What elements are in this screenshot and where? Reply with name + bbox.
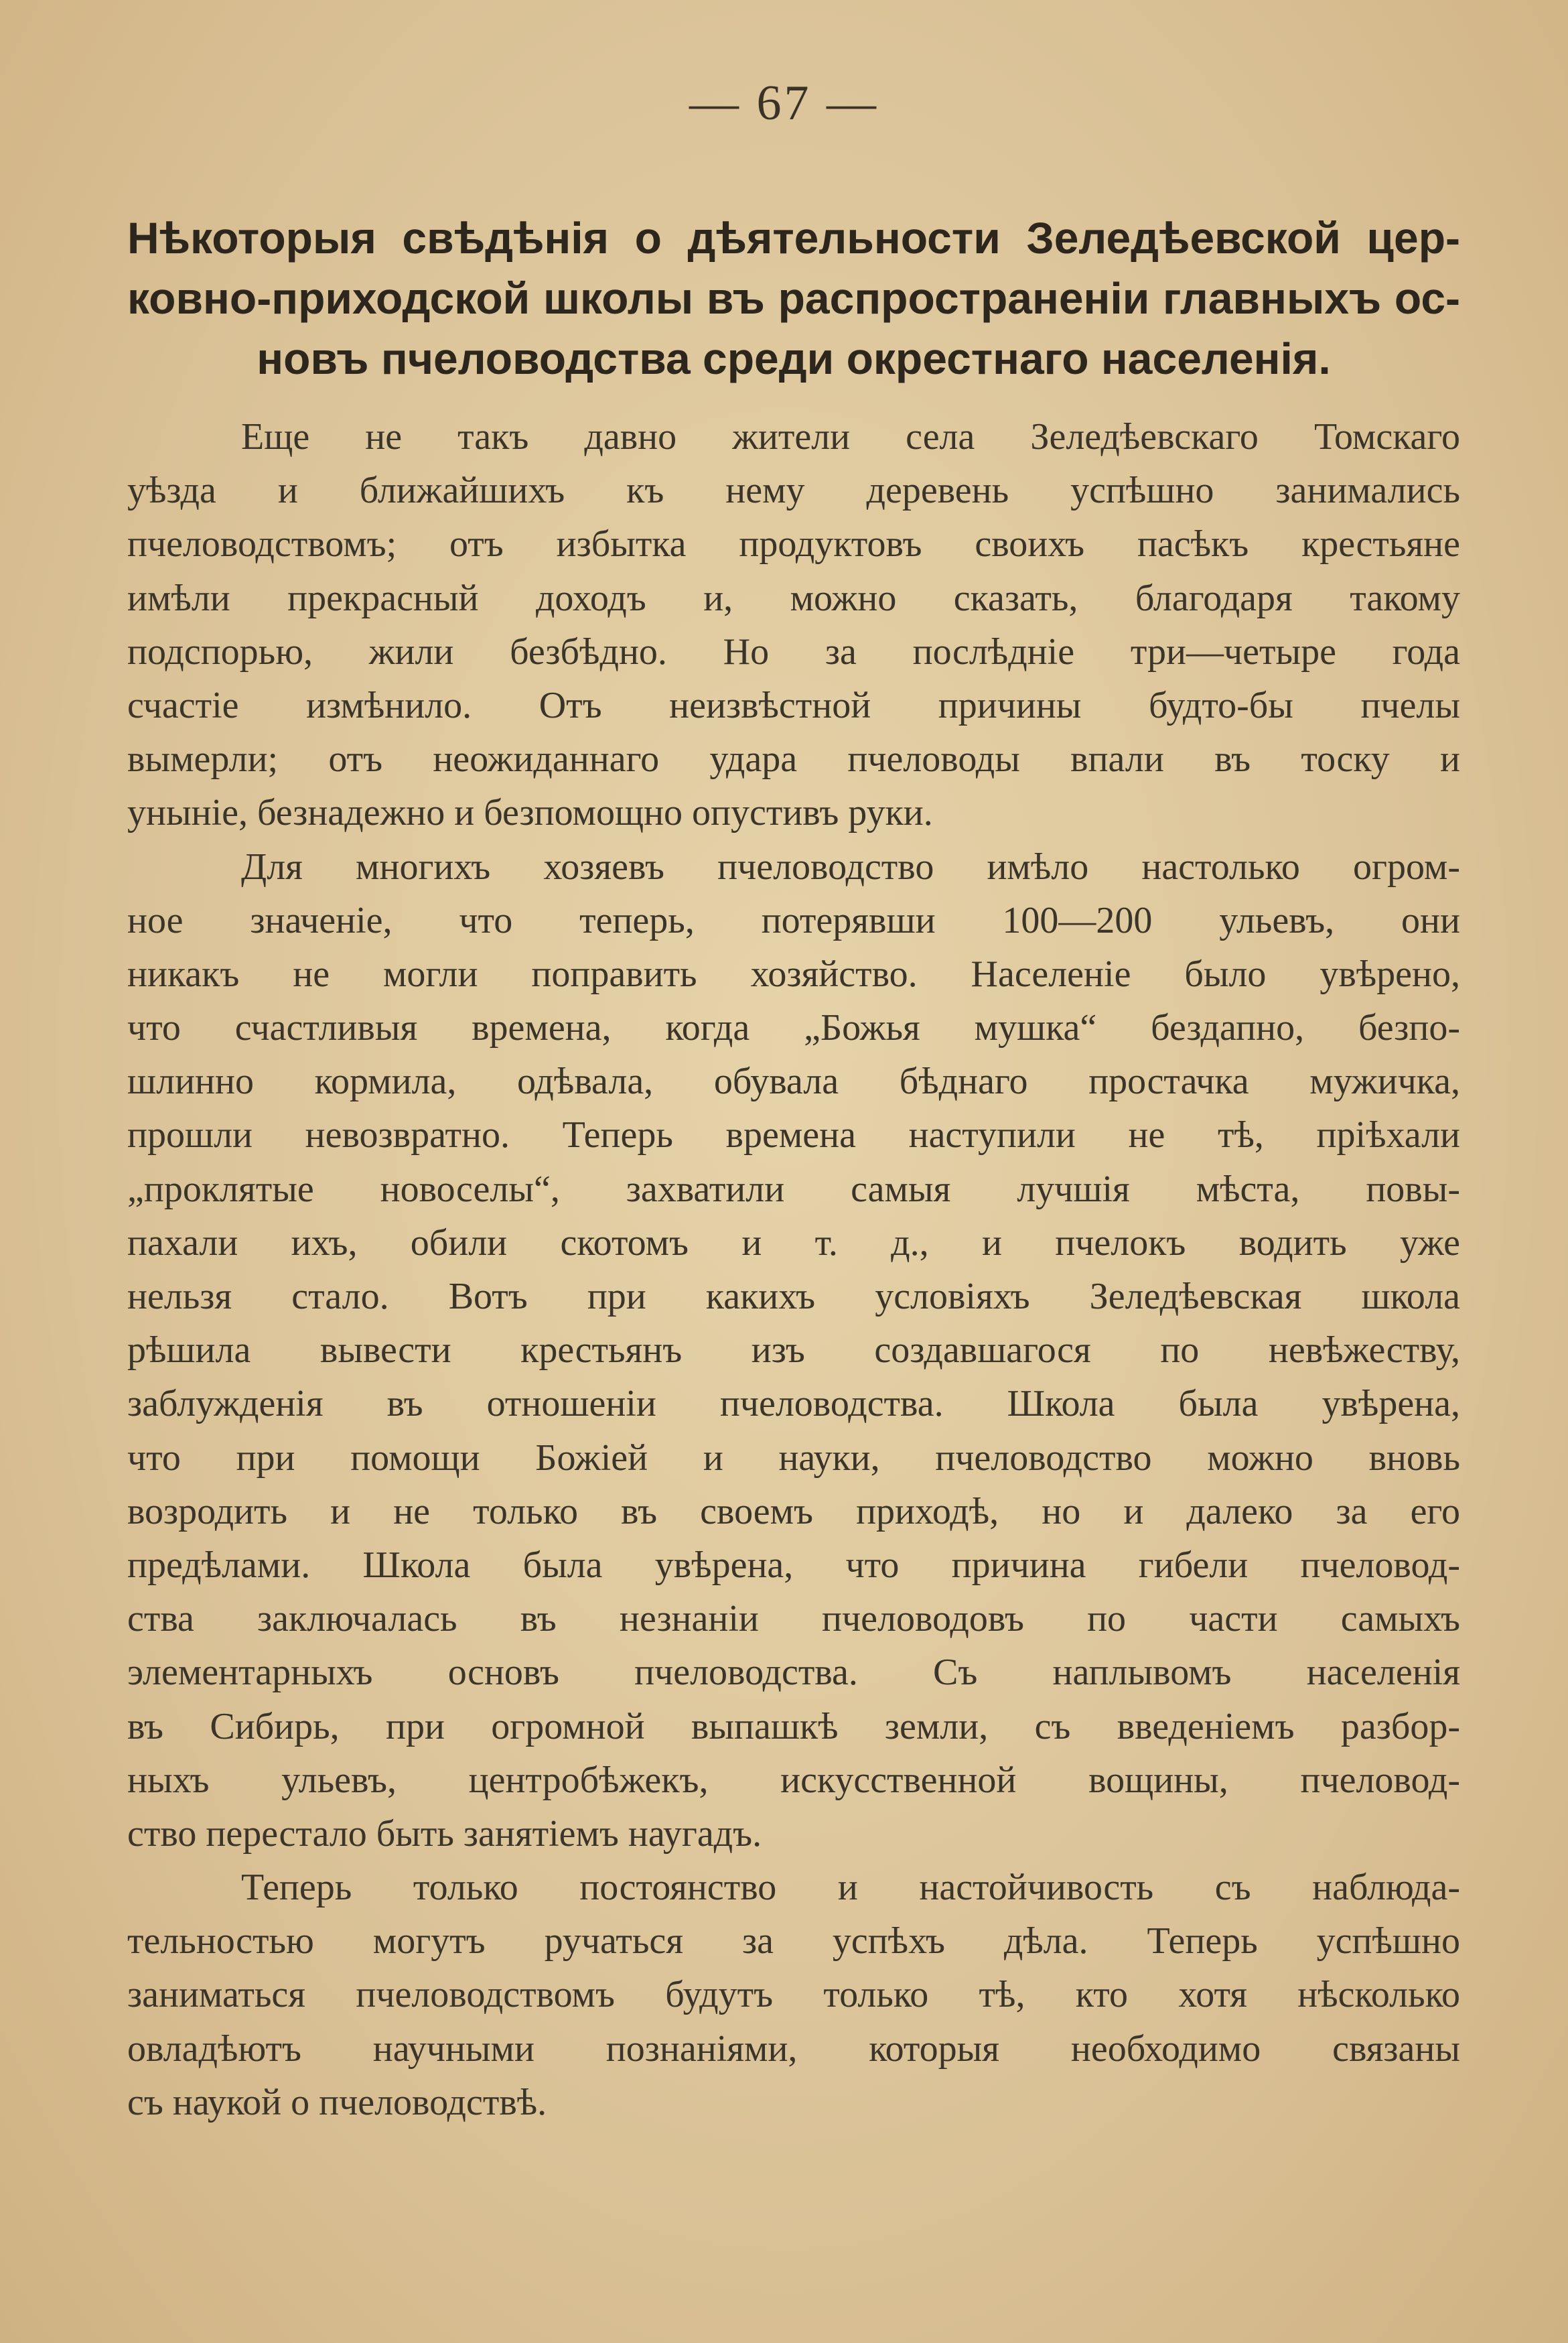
text-line: ное значеніе, что теперь, потерявши 100—200 ульевъ, они: [127, 899, 1460, 941]
text-line: тельностью могутъ ручаться за успѣхъ дѣла. Теперь успѣшно: [127, 1920, 1460, 1962]
text-line: счастіе измѣнило. Отъ неизвѣстной причины будто-бы пчелы: [127, 684, 1460, 726]
text-line: ныхъ ульевъ, центробѣжекъ, искусственной вощины, пчеловод-: [127, 1759, 1460, 1801]
text-line: въ Сибирь, при огромной выпашкѣ земли, съ введеніемъ разбор-: [127, 1705, 1460, 1747]
text-line: что при помощи Божіей и науки, пчеловодство можно вновь: [127, 1436, 1460, 1479]
text-line: возродить и не только въ своемъ приходѣ, но и далеко за его: [127, 1490, 1460, 1532]
text-line: ства заключалась въ незнаніи пчеловодовъ по части самыхъ: [127, 1598, 1460, 1640]
text-line: уныніе, безнадежно и безпомощно опустивъ руки.: [127, 792, 933, 834]
text-line: уѣзда и ближайшихъ къ нему деревень успѣшно занимались: [127, 470, 1460, 512]
text-line: ство перестало быть занятіемъ наугадъ.: [127, 1812, 762, 1855]
text-line: имѣли прекрасный доходъ и, можно сказать, благодаря такому: [127, 577, 1460, 619]
heading-line: новъ пчеловодства среди окрестнаго населенія.: [257, 334, 1331, 383]
body-text: [127, 410, 1460, 2129]
page-number: — 67 —: [689, 76, 879, 131]
heading-line: ковно-приходской школы въ распространеніи главныхъ ос-: [127, 273, 1460, 323]
text-line: заниматься пчеловодствомъ будутъ только тѣ, кто хотя нѣсколько: [127, 1974, 1460, 2016]
text-line: съ наукой о пчеловодствѣ.: [127, 2081, 547, 2123]
text-line: Теперь только постоянство и настойчивость съ наблюда-: [241, 1867, 1460, 1909]
text-line: „проклятые новоселы“, захватили самыя лучшія мѣста, повы-: [127, 1168, 1460, 1210]
text-line: пахали ихъ, обили скотомъ и т. д., и пчелокъ водить уже: [127, 1221, 1460, 1264]
text-line: пчеловодствомъ; отъ избытка продуктовъ своихъ пасѣкъ крестьяне: [127, 523, 1460, 565]
section-heading: [127, 208, 1460, 389]
text-line: никакъ не могли поправить хозяйство. Населеніе было увѣрено,: [127, 953, 1460, 995]
text-line: прошли невозвратно. Теперь времена наступили не тѣ, пріѣхали: [127, 1114, 1460, 1156]
text-line: рѣшила вывести крестьянъ изъ создавшагося по невѣжеству,: [127, 1329, 1460, 1371]
heading-line: Нѣкоторыя свѣдѣнія о дѣятельности Зеледѣевской цер-: [127, 213, 1460, 263]
text-line: Для многихъ хозяевъ пчеловодство имѣло настолько огром-: [241, 846, 1460, 888]
text-line: заблужденія въ отношеніи пчеловодства. Школа была увѣрена,: [127, 1383, 1460, 1425]
text-line: что счастливыя времена, когда „Божья мушка“ бездапно, безпо-: [127, 1007, 1460, 1049]
text-line: нельзя стало. Вотъ при какихъ условіяхъ Зеледѣевская школа: [127, 1276, 1460, 1317]
text-line: шлинно кормила, одѣвала, обувала бѣднаго простачка мужичка,: [127, 1061, 1460, 1103]
text-line: Еще не такъ давно жители села Зеледѣевскаго Томскаго: [241, 416, 1460, 458]
text-line: подспорью, жили безбѣдно. Но за послѣдніе три—четыре года: [127, 630, 1460, 673]
text-line: овладѣютъ научными познаніями, которыя необходимо связаны: [127, 2027, 1460, 2070]
text-line: элементарныхъ основъ пчеловодства. Съ наплывомъ населенія: [127, 1652, 1460, 1694]
text-line: вымерли; отъ неожиданнаго удара пчеловоды впали въ тоску и: [127, 738, 1460, 781]
text-line: предѣлами. Школа была увѣрена, что причина гибели пчеловод-: [127, 1544, 1460, 1586]
